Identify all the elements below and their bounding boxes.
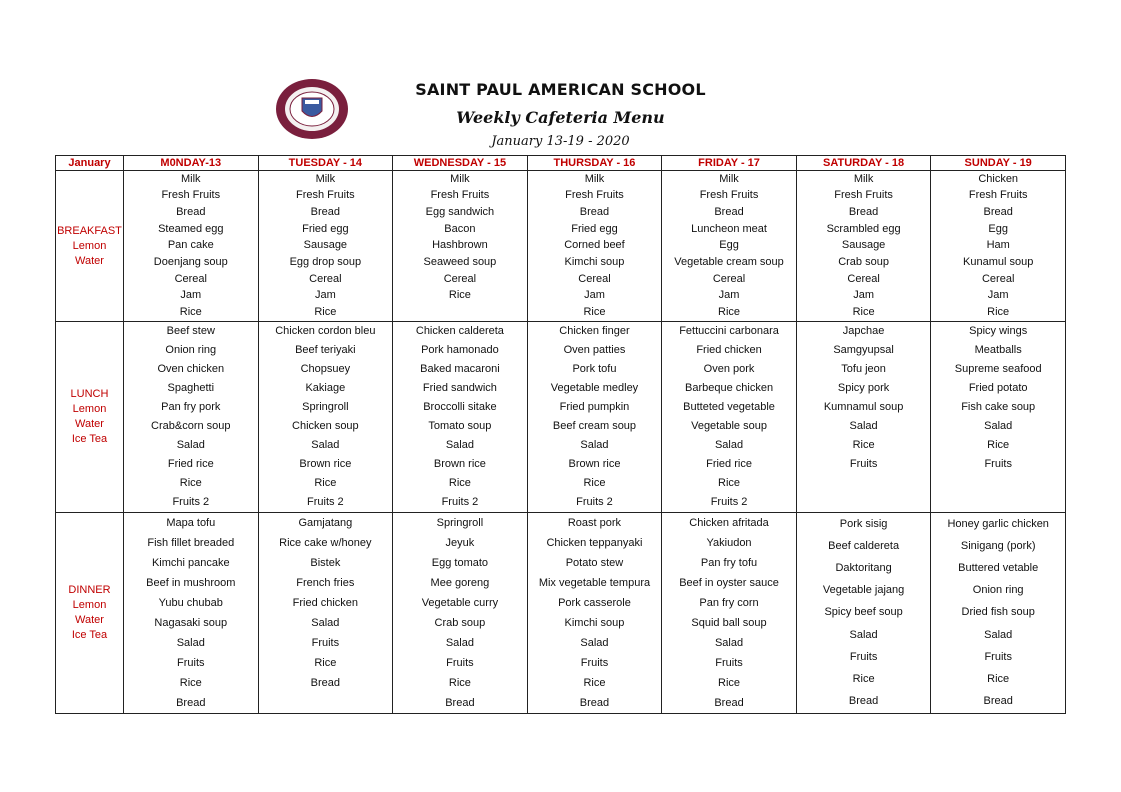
- menu-item: Oven pork: [703, 363, 755, 375]
- menu-item: Fresh Fruits: [834, 189, 893, 202]
- menu-item: Salad: [176, 439, 205, 451]
- menu-item: Rice: [718, 676, 741, 689]
- meal-label-line: LUNCH: [70, 388, 109, 400]
- menu-item: Salad: [984, 420, 1013, 432]
- menu-item: Jam: [987, 289, 1009, 302]
- menu-item: Rice: [987, 439, 1010, 451]
- menu-item: Crab soup: [434, 616, 486, 629]
- menu-item: Rice: [179, 676, 202, 689]
- menu-item: Fried potato: [968, 382, 1028, 394]
- menu-item: Tofu jeon: [841, 363, 886, 375]
- menu-item: Daktoritang: [835, 562, 892, 575]
- menu-cell: [931, 513, 1066, 714]
- meal-label: [56, 322, 124, 513]
- menu-item: Fresh Fruits: [296, 189, 355, 202]
- menu-item: Egg drop soup: [289, 256, 362, 269]
- menu-item: Seaweed soup: [423, 256, 497, 269]
- menu-item: Fish cake soup: [961, 401, 1036, 413]
- menu-item: Barbeque chicken: [685, 382, 774, 394]
- menu-item: Oven patties: [563, 344, 626, 356]
- menu-cell: [931, 171, 1066, 322]
- menu-item: Rice: [718, 477, 741, 489]
- menu-item: Bread: [176, 206, 206, 219]
- meal-label-line: Water: [75, 418, 104, 430]
- menu-item: Fried egg: [302, 222, 349, 235]
- day-header-row: [56, 156, 1066, 171]
- menu-subtitle: Weekly Cafeteria Menu: [456, 108, 665, 127]
- menu-item: Salad: [176, 636, 205, 649]
- meal-label-line: Water: [75, 614, 104, 626]
- menu-item: Beef stew: [166, 325, 215, 337]
- menu-item: Rice cake w/honey: [279, 536, 372, 549]
- menu-item: Fruits 2: [710, 496, 748, 508]
- menu-item: Rice: [718, 306, 741, 319]
- menu-item: Mix vegetable tempura: [538, 576, 651, 589]
- menu-item: [259, 697, 393, 710]
- menu-item: Bread: [310, 676, 341, 689]
- menu-item: Sausage: [841, 239, 886, 252]
- menu-item: Rice: [314, 656, 337, 669]
- menu-item: Fettuccini carbonara: [679, 325, 779, 337]
- menu-item: Mee goreng: [430, 576, 490, 589]
- menu-item: Cereal: [847, 272, 880, 285]
- menu-item: Fried rice: [706, 458, 752, 470]
- menu-item: Kumnamul soup: [823, 401, 904, 413]
- menu-cell: [124, 513, 259, 714]
- menu-item: Bistek: [310, 556, 341, 569]
- menu-item: Onion ring: [165, 344, 217, 356]
- menu-item: Jam: [718, 289, 740, 302]
- menu-item: Fresh Fruits: [565, 189, 624, 202]
- menu-cell: [662, 513, 797, 714]
- menu-item: Rice: [314, 477, 337, 489]
- menu-item: Fresh Fruits: [161, 189, 221, 202]
- menu-item: Brown rice: [568, 458, 621, 470]
- menu-item: Fresh Fruits: [430, 189, 490, 202]
- menu-item: Salad: [311, 616, 340, 629]
- menu-item: Springroll: [302, 401, 349, 413]
- menu-item: Vegetable medley: [550, 382, 639, 394]
- menu-item: Honey garlic chicken: [947, 517, 1049, 530]
- menu-item: Yakiudon: [706, 536, 752, 549]
- menu-item: Rice: [448, 289, 471, 302]
- menu-item: Salad: [311, 439, 340, 451]
- menu-item: Fruits: [849, 458, 878, 470]
- menu-item: Beef caldereta: [828, 539, 900, 552]
- menu-item: Meatballs: [974, 344, 1022, 356]
- menu-item: Rice: [987, 673, 1010, 686]
- day-header: SATURDAY - 18: [796, 156, 931, 171]
- menu-item: Chicken afritada: [689, 516, 769, 529]
- meal-label: [56, 171, 124, 322]
- menu-item: Fried sandwich: [422, 382, 497, 394]
- menu-item: Bread: [714, 696, 744, 709]
- menu-cell: [393, 171, 528, 322]
- menu-item: Fried chicken: [696, 344, 762, 356]
- menu-item: Chicken: [978, 172, 1019, 185]
- menu-item: Salad: [445, 636, 474, 649]
- meal-label-line: Ice Tea: [71, 433, 108, 445]
- menu-item: [931, 477, 1065, 490]
- menu-item: Sausage: [303, 239, 348, 252]
- menu-item: Kimchi soup: [564, 616, 625, 629]
- menu-item: Bread: [983, 695, 1013, 708]
- menu-cell: [931, 322, 1066, 513]
- menu-item: Rice: [852, 673, 875, 686]
- menu-cell: [527, 322, 662, 513]
- menu-item: Kakiage: [305, 382, 346, 394]
- menu-item: Crab soup: [838, 256, 889, 269]
- menu-item: Egg sandwich: [425, 206, 495, 219]
- meal-label-line: DINNER: [68, 584, 111, 596]
- menu-cell: [796, 322, 931, 513]
- menu-item: Luncheon meat: [691, 222, 767, 235]
- menu-cell: [662, 322, 797, 513]
- menu-item: Crab&corn soup: [151, 420, 231, 432]
- menu-item: Beef cream soup: [552, 420, 637, 432]
- menu-item: Fruits: [177, 656, 205, 669]
- menu-item: Steamed egg: [158, 222, 224, 235]
- menu-item: Kimchi pancake: [151, 556, 230, 569]
- menu-item: Vegetable cream soup: [674, 256, 784, 269]
- menu-item: Fruits 2: [576, 496, 613, 508]
- menu-item: Salad: [849, 628, 878, 641]
- menu-item: Rice: [448, 477, 471, 489]
- menu-item: Fruits 2: [172, 496, 210, 508]
- menu-item: Beef in oyster sauce: [679, 576, 779, 589]
- breakfast-row: [56, 171, 1066, 322]
- meal-label-line: BREAKFAST: [57, 224, 122, 237]
- menu-item: Vegetable curry: [421, 596, 499, 609]
- menu-item: Supreme seafood: [954, 363, 1042, 375]
- menu-item: Salad: [580, 439, 609, 451]
- menu-item: Fried egg: [571, 222, 618, 235]
- meal-label-line: Lemon: [72, 599, 107, 611]
- menu-item: Milk: [719, 172, 739, 185]
- menu-item: Egg: [719, 239, 739, 252]
- menu-item: Bacon: [444, 222, 476, 235]
- meal-label-line: Water: [75, 254, 104, 267]
- menu-item: Fresh Fruits: [968, 189, 1028, 202]
- menu-item: Fruits: [311, 636, 340, 649]
- menu-item: Rice: [179, 477, 202, 489]
- menu-cell: [527, 171, 662, 322]
- menu-item: Milk: [450, 172, 470, 185]
- menu-item: Fried rice: [167, 458, 214, 470]
- menu-cell: [662, 171, 797, 322]
- menu-item: Scrambled egg: [826, 222, 901, 235]
- menu-item: Spicy pork: [837, 382, 890, 394]
- menu-item: Cereal: [309, 272, 342, 285]
- day-header: THURSDAY - 16: [527, 156, 662, 171]
- menu-item: Chicken caldereta: [415, 325, 504, 337]
- menu-item: Rice: [179, 306, 202, 319]
- menu-item: Milk: [584, 172, 605, 185]
- menu-item: Jam: [314, 289, 336, 302]
- menu-item: Fruits: [984, 650, 1012, 663]
- menu-item: Dried fish soup: [961, 606, 1035, 619]
- menu-item: Rice: [583, 676, 606, 689]
- menu-item: Potato stew: [565, 556, 624, 569]
- menu-item: Bread: [579, 206, 610, 219]
- menu-cell: [258, 171, 393, 322]
- month-header: January: [56, 156, 124, 171]
- menu-item: Ham: [986, 239, 1010, 252]
- meal-label-line: Lemon: [72, 239, 107, 252]
- menu-item: Fruits 2: [307, 496, 344, 508]
- menu-item: Fruits: [580, 656, 609, 669]
- menu-item: Brown rice: [433, 458, 486, 470]
- menu-item: Onion ring: [972, 584, 1024, 597]
- menu-item: Doenjang soup: [153, 256, 228, 269]
- menu-item: Nagasaki soup: [154, 616, 228, 629]
- menu-item: Bread: [983, 206, 1013, 219]
- menu-cell: [796, 513, 931, 714]
- menu-item: Cereal: [174, 272, 207, 285]
- menu-item: Egg tomato: [431, 556, 489, 569]
- menu-item: [797, 477, 931, 490]
- menu-item: Beef teriyaki: [295, 344, 356, 356]
- menu-item: Squid ball soup: [691, 616, 767, 629]
- menu-item: Hashbrown: [432, 239, 488, 252]
- menu-item: Fried pumpkin: [559, 401, 630, 413]
- menu-item: Bread: [714, 206, 744, 219]
- meal-label: [56, 513, 124, 714]
- menu-item: Brown rice: [299, 458, 352, 470]
- menu-item: Bread: [579, 696, 610, 709]
- menu-item: Pork hamonado: [421, 344, 499, 356]
- menu-item: Samgyupsal: [833, 344, 894, 356]
- menu-item: Fruits: [984, 458, 1012, 470]
- menu-item: Bread: [848, 695, 879, 708]
- menu-cell: [124, 322, 259, 513]
- menu-item: Butteted vegetable: [683, 401, 775, 413]
- menu-item: Corned beef: [564, 239, 625, 252]
- menu-item: Salad: [714, 636, 744, 649]
- menu-item: Cereal: [578, 272, 611, 285]
- menu-item: Pan fry corn: [699, 596, 759, 609]
- menu-item: Spaghetti: [167, 382, 215, 394]
- menu-item: Kimchi soup: [564, 256, 625, 269]
- menu-item: Mapa tofu: [166, 516, 216, 529]
- menu-item: Bread: [176, 696, 206, 709]
- menu-item: Springroll: [436, 516, 484, 529]
- menu-item: Chicken cordon bleu: [275, 325, 376, 337]
- menu-item: Spicy wings: [969, 325, 1028, 337]
- menu-item: Pork tofu: [572, 363, 617, 375]
- menu-item: Fried chicken: [292, 596, 359, 609]
- menu-item: Japchae: [842, 325, 885, 337]
- menu-item: Gamjatang: [298, 516, 353, 529]
- menu-item: French fries: [296, 576, 355, 589]
- menu-item: Salad: [445, 439, 474, 451]
- menu-item: Spicy beef soup: [824, 606, 903, 619]
- day-header: SUNDAY - 19: [931, 156, 1066, 171]
- menu-item: Pan fry tofu: [700, 556, 758, 569]
- menu-item: Bread: [848, 206, 879, 219]
- menu-item: Oven chicken: [157, 363, 225, 375]
- menu-item: Rice: [987, 306, 1010, 319]
- day-header: M0NDAY-13: [124, 156, 259, 171]
- dinner-row: [56, 513, 1066, 714]
- menu-item: Milk: [315, 172, 336, 185]
- menu-item: Salad: [580, 636, 609, 649]
- menu-item: Vegetable soup: [691, 420, 767, 432]
- menu-item: Beef in mushroom: [146, 576, 236, 589]
- menu-item: Pan cake: [167, 239, 214, 252]
- meal-label-line: Lemon: [72, 403, 107, 415]
- menu-item: Chopsuey: [300, 363, 351, 375]
- menu-item: Chicken soup: [292, 420, 359, 432]
- menu-item: Jam: [853, 289, 874, 302]
- menu-item: Cereal: [981, 272, 1015, 285]
- menu-item: [931, 496, 1065, 509]
- menu-item: Cereal: [443, 272, 477, 285]
- weekly-menu-table: [55, 155, 1066, 714]
- menu-item: Bread: [445, 696, 475, 709]
- menu-item: Fruits: [715, 656, 743, 669]
- meal-label-line: Ice Tea: [71, 629, 108, 641]
- menu-item: Sinigang (pork): [960, 539, 1036, 552]
- day-header: FRIDAY - 17: [662, 156, 797, 171]
- menu-item: Rice: [583, 477, 606, 489]
- menu-item: Rice: [314, 306, 337, 319]
- menu-item: Rice: [852, 306, 875, 319]
- menu-item: Pan fry pork: [161, 401, 221, 413]
- menu-item: Chicken teppanyaki: [546, 536, 643, 549]
- menu-dates: January 13-19 - 2020: [491, 134, 630, 149]
- menu-item: Pork sisig: [839, 517, 888, 530]
- menu-item: Cereal: [712, 272, 746, 285]
- menu-item: Vegetable jajang: [822, 584, 905, 597]
- menu-item: Milk: [181, 172, 201, 185]
- menu-item: Fresh Fruits: [699, 189, 759, 202]
- day-header: TUESDAY - 14: [258, 156, 393, 171]
- menu-item: [393, 306, 527, 319]
- menu-item: Egg: [988, 222, 1008, 235]
- menu-item: Bread: [310, 206, 341, 219]
- menu-item: Kunamul soup: [963, 256, 1034, 269]
- menu-cell: [258, 322, 393, 513]
- menu-item: Rice: [852, 439, 875, 451]
- menu-item: Salad: [984, 628, 1013, 641]
- menu-item: Milk: [853, 172, 874, 185]
- menu-item: Jeyuk: [445, 536, 475, 549]
- menu-item: Salad: [714, 439, 744, 451]
- school-name: SAINT PAUL AMERICAN SCHOOL: [415, 80, 706, 99]
- menu-item: Rice: [448, 676, 471, 689]
- menu-item: [797, 496, 931, 509]
- menu-cell: [527, 513, 662, 714]
- menu-cell: [393, 322, 528, 513]
- menu-cell: [258, 513, 393, 714]
- menu-item: Chicken finger: [559, 325, 630, 337]
- menu-item: Roast pork: [567, 516, 622, 529]
- menu-cell: [796, 171, 931, 322]
- menu-item: Baked macaroni: [420, 363, 500, 375]
- menu-item: Fruits: [849, 650, 878, 663]
- menu-item: Buttered vetable: [958, 562, 1039, 575]
- menu-item: Broccolli sitake: [423, 401, 497, 413]
- menu-item: Fish fillet breaded: [147, 536, 235, 549]
- menu-item: Fruits 2: [441, 496, 479, 508]
- menu-item: Rice: [583, 306, 606, 319]
- lunch-row: [56, 322, 1066, 513]
- menu-item: Jam: [584, 289, 605, 302]
- menu-item: Fruits: [446, 656, 474, 669]
- menu-item: Jam: [180, 289, 202, 302]
- menu-item: Tomato soup: [428, 420, 492, 432]
- menu-item: Pork casserole: [558, 596, 631, 609]
- menu-cell: [393, 513, 528, 714]
- day-header: WEDNESDAY - 15: [393, 156, 528, 171]
- menu-cell: [124, 171, 259, 322]
- menu-item: Yubu chubab: [158, 596, 223, 609]
- menu-item: Salad: [849, 420, 878, 432]
